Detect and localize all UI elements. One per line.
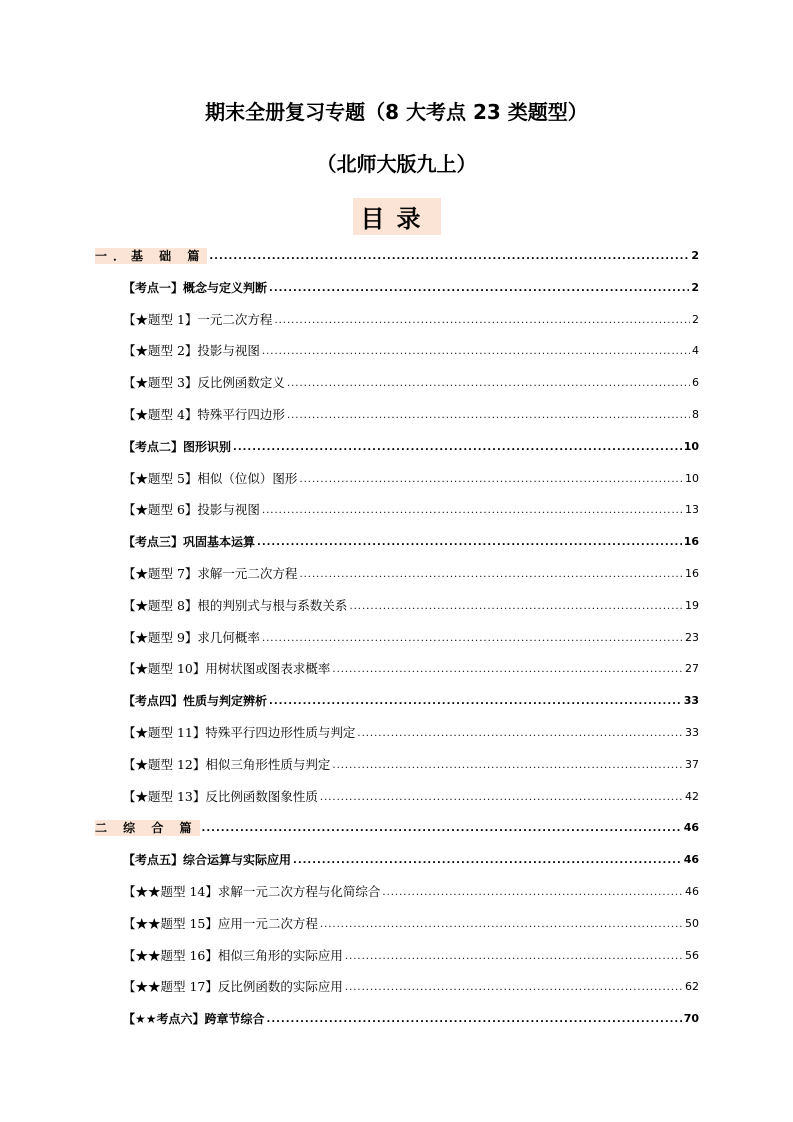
- toc-leader-dots: [209, 250, 689, 264]
- toc-entry-label: 二 综 合 篇: [95, 821, 198, 835]
- toc-item[interactable]: [123, 789, 699, 805]
- toc-leader-dots: [287, 377, 690, 391]
- toc-entry-page: 50: [685, 917, 699, 930]
- toc-item[interactable]: [123, 407, 699, 423]
- toc-section[interactable]: [95, 248, 699, 264]
- toc-entry-label: 【★题型 3】反比例函数定义: [123, 375, 285, 390]
- toc-entry-page: 27: [685, 662, 699, 675]
- toc-leader-dots: [233, 441, 682, 455]
- toc-leader-dots: [202, 822, 682, 836]
- toc-leader-dots: [357, 727, 683, 741]
- toc-topic[interactable]: [123, 1011, 699, 1027]
- toc-leader-dots: [269, 282, 689, 296]
- toc-leader-dots: [320, 791, 683, 805]
- toc-entry-page: 42: [685, 790, 699, 803]
- toc-entry-label: 【★题型 7】求解一元二次方程: [123, 566, 298, 581]
- toc-leader-dots: [262, 632, 683, 646]
- toc-leader-dots: [262, 504, 683, 518]
- toc-entry-page: 13: [685, 503, 699, 516]
- toc-entry-page: 10: [685, 472, 699, 485]
- toc-entry-page: 33: [685, 726, 699, 739]
- toc-entry-label: 【考点三】巩固基本运算: [123, 535, 256, 549]
- toc-entry-page: 46: [683, 821, 699, 834]
- toc-item[interactable]: [123, 566, 699, 582]
- toc-item[interactable]: [123, 979, 699, 995]
- toc-item[interactable]: [123, 598, 699, 614]
- toc-leader-dots: [345, 981, 683, 995]
- toc-entry-page: 46: [683, 853, 699, 866]
- toc-entry-page: 46: [685, 885, 699, 898]
- toc-leader-dots: [299, 568, 683, 582]
- toc-entry-page: 2: [691, 249, 699, 262]
- toc-section[interactable]: [95, 820, 699, 836]
- toc-leader-dots: [267, 1013, 682, 1027]
- toc-leader-dots: [332, 759, 683, 773]
- toc-entry-page: 56: [685, 949, 699, 962]
- toc-entry-label: 【★题型 9】求几何概率: [123, 630, 260, 645]
- toc-topic[interactable]: [123, 280, 699, 296]
- toc-entry-label: 【★题型 5】相似（位似）图形: [123, 471, 298, 486]
- toc-entry-page: 2: [691, 281, 699, 294]
- toc-item[interactable]: [123, 343, 699, 359]
- toc-entry-label: 【★题型 4】特殊平行四边形: [123, 407, 285, 422]
- toc-item[interactable]: [123, 661, 699, 677]
- toc-entry-page: 37: [685, 758, 699, 771]
- toc-leader-dots: [349, 600, 683, 614]
- toc-entry-label: 【★题型 11】特殊平行四边形性质与判定: [123, 725, 356, 740]
- toc-entry-page: 16: [685, 567, 699, 580]
- toc-item[interactable]: [123, 725, 699, 741]
- toc-heading-wrap: [0, 198, 793, 235]
- toc-entry-page: 23: [685, 631, 699, 644]
- toc-entry-label: 【★题型 8】根的判别式与根与系数关系: [123, 598, 348, 613]
- toc-entry-page: 2: [692, 313, 699, 326]
- toc-entry-label: 【★★题型 17】反比例函数的实际应用: [123, 979, 343, 994]
- toc-entry-label: 【★题型 1】一元二次方程: [123, 312, 273, 327]
- toc-entry-label: 【考点五】综合运算与实际应用: [123, 853, 292, 867]
- toc-topic[interactable]: [123, 439, 699, 455]
- toc-item[interactable]: [123, 916, 699, 932]
- toc-item[interactable]: [123, 630, 699, 646]
- toc-leader-dots: [274, 314, 690, 328]
- toc-entry-label: 【★★考点六】跨章节综合: [123, 1012, 265, 1026]
- toc-entry-label: 【★题型 10】用树状图或图表求概率: [123, 661, 331, 676]
- toc-entry-label: 【考点一】概念与定义判断: [123, 281, 268, 295]
- toc-item[interactable]: [123, 948, 699, 964]
- document-title: 期末全册复习专题（8 大考点 23 类题型）: [205, 100, 588, 124]
- toc-item[interactable]: [123, 312, 699, 328]
- toc-item[interactable]: [123, 502, 699, 518]
- toc-entry-label: 【考点四】性质与判定辨析: [123, 694, 268, 708]
- toc-item[interactable]: [123, 884, 699, 900]
- toc-leader-dots: [320, 918, 683, 932]
- toc-leader-dots: [269, 695, 682, 709]
- toc-leader-dots: [257, 536, 682, 550]
- toc-entry-page: 19: [685, 599, 699, 612]
- toc-heading: 目录: [353, 198, 441, 235]
- toc-item[interactable]: [123, 757, 699, 773]
- toc-item[interactable]: [123, 471, 699, 487]
- toc-entry-label: 一．基 础 篇: [95, 249, 206, 263]
- toc-entry-page: 16: [683, 535, 699, 548]
- toc-leader-dots: [299, 473, 683, 487]
- toc-entry-label: 【考点二】图形识别: [123, 440, 232, 454]
- toc-leader-dots: [262, 345, 690, 359]
- toc-entry-page: 6: [692, 376, 699, 389]
- toc-item[interactable]: [123, 375, 699, 391]
- toc-leader-dots: [382, 886, 683, 900]
- toc-entry-label: 【★★题型 16】相似三角形的实际应用: [123, 948, 343, 963]
- toc-entry-label: 【★★题型 14】求解一元二次方程与化简综合: [123, 884, 381, 899]
- toc-leader-dots: [345, 950, 683, 964]
- document-subtitle: （北师大版九上）: [316, 152, 477, 176]
- toc-entry-page: 33: [683, 694, 699, 707]
- toc-topic[interactable]: [123, 534, 699, 550]
- toc-topic[interactable]: [123, 693, 699, 709]
- toc-leader-dots: [287, 409, 690, 423]
- toc-entry-page: 10: [683, 440, 699, 453]
- toc-entry-page: 62: [685, 980, 699, 993]
- toc-entry-page: 4: [692, 344, 699, 357]
- toc-leader-dots: [332, 663, 683, 677]
- toc-entry-page: 70: [683, 1012, 699, 1025]
- toc-entry-page: 8: [692, 408, 699, 421]
- toc-leader-dots: [293, 854, 682, 868]
- toc-entry-label: 【★题型 6】投影与视图: [123, 502, 260, 517]
- toc-topic[interactable]: [123, 852, 699, 868]
- toc-entry-label: 【★★题型 15】应用一元二次方程: [123, 916, 318, 931]
- toc-entry-label: 【★题型 13】反比例函数图象性质: [123, 789, 318, 804]
- toc-entry-label: 【★题型 12】相似三角形性质与判定: [123, 757, 331, 772]
- toc-entry-label: 【★题型 2】投影与视图: [123, 343, 260, 358]
